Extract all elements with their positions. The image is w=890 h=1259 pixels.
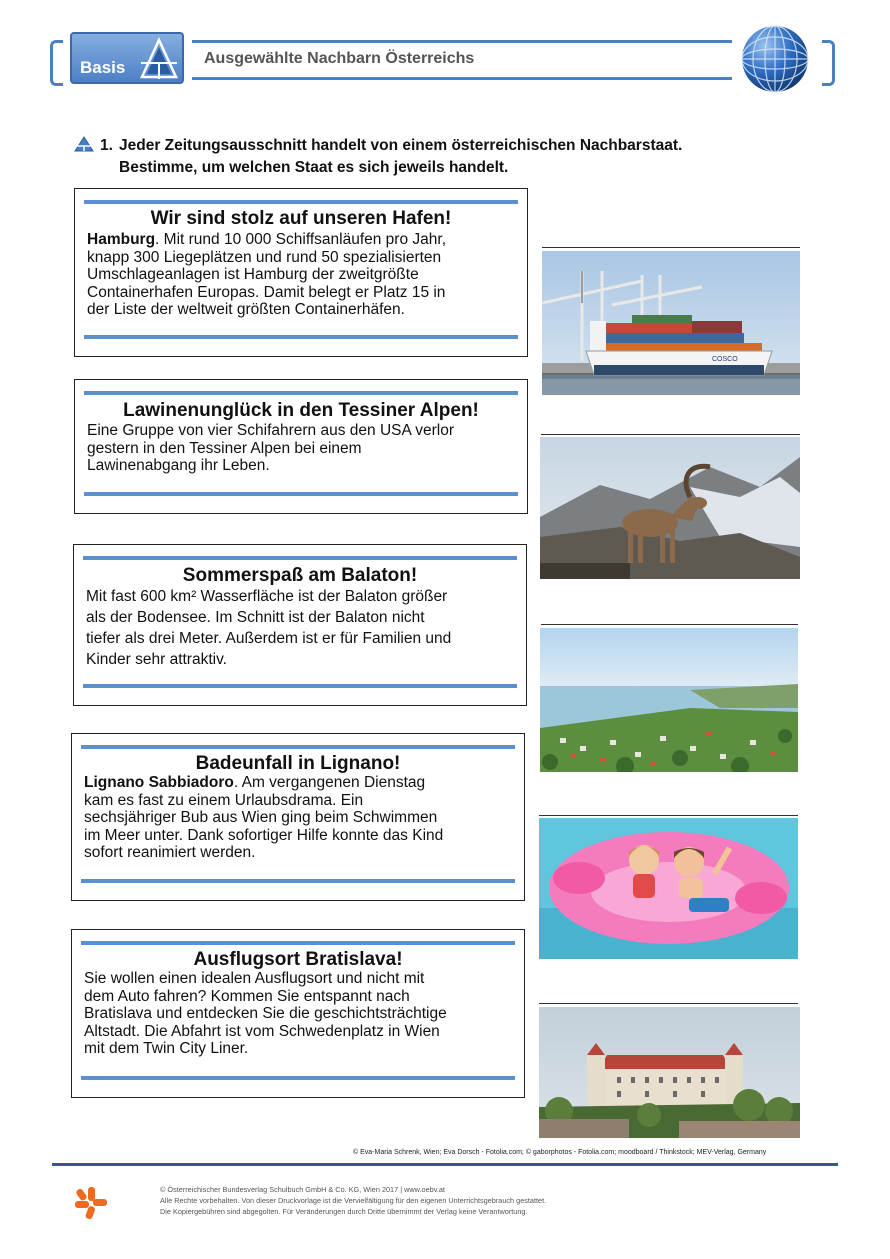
answer-line-5[interactable] bbox=[539, 1003, 798, 1004]
task-instruction-line-1: Jeder Zeitungsausschnitt handelt von einem österreichischen Nachbarstaat. bbox=[119, 137, 683, 154]
clipping-headline: Badeunfall in Lignano! bbox=[195, 753, 401, 774]
clipping-headline: Wir sind stolz auf unseren Hafen! bbox=[150, 208, 452, 229]
clipping-bar-bottom bbox=[81, 1076, 515, 1080]
clipping-bold-lead: Hamburg bbox=[87, 231, 156, 248]
clipping-body: Sie wollen einen idealen Ausflugsort und nicht mit dem Auto fahren? Kommen Sie entspannt nach Bratislava und entdecken Sie die geschichtsträchtige Altstadt. Die Abfahrt ist vom Schwedenplatz in Wien mit dem Twin City Liner. bbox=[84, 970, 447, 1057]
clipping-bar-bottom bbox=[81, 879, 515, 883]
header-bracket-right bbox=[822, 40, 835, 86]
photo-lake-balaton bbox=[540, 628, 798, 772]
footer-disclaimer: Die Kopiergebühren sind abgegolten. Für Veränderungen durch Dritte übernimmt der Verlag keine Verantwortung. bbox=[160, 1207, 528, 1216]
photo-kids-pool-float bbox=[539, 818, 798, 959]
clipping-headline: Lawinenunglück in den Tessiner Alpen! bbox=[123, 400, 479, 421]
basis-label: Basis bbox=[80, 58, 126, 77]
footer-rights: Alle Rechte vorbehalten. Von dieser Druckvorlage ist die Vervielfältigung für den eigenen Unterrichtsgebrauch gestattet. bbox=[160, 1196, 547, 1205]
clipping-bar-bottom bbox=[84, 492, 518, 496]
header-line-bottom bbox=[192, 77, 732, 80]
clipping-body: Mit fast 600 km² Wasserfläche ist der Balaton größer als der Bodensee. Im Schnitt ist der Balaton nicht tiefer als drei Meter. Außerdem ist er für Familien und Kinder sehr attraktiv. bbox=[86, 588, 452, 668]
clipping-balaton bbox=[73, 544, 527, 706]
task-number: 1. bbox=[100, 137, 113, 154]
clipping-bar-top bbox=[84, 391, 518, 395]
clipping-bar-top bbox=[81, 745, 515, 749]
globe-icon bbox=[740, 24, 810, 94]
header-line-top bbox=[192, 40, 732, 43]
answer-line-2[interactable] bbox=[541, 434, 800, 435]
page-title: Ausgewählte Nachbarn Österreichs bbox=[204, 50, 475, 67]
photo-container-ship bbox=[542, 251, 800, 395]
clipping-bratislava bbox=[71, 929, 525, 1098]
clipping-headline: Sommerspaß am Balaton! bbox=[182, 565, 418, 586]
header-bracket-left bbox=[50, 40, 63, 86]
clipping-bar-top bbox=[83, 556, 517, 560]
answer-line-3[interactable] bbox=[541, 624, 798, 625]
footer-line bbox=[52, 1163, 838, 1166]
footer-copyright: © Österreichischer Bundesverlag Schulbuch GmbH & Co. KG, Wien 2017 | www.oebv.at bbox=[160, 1185, 445, 1194]
clipping-lignano bbox=[71, 733, 525, 901]
task-instruction-line-2: Bestimme, um welchen Staat es sich jeweils handelt. bbox=[119, 159, 509, 176]
clipping-body: Lignano Sabbiadoro. Am vergangenen Dienstag kam es fast zu einem Urlaubsdrama. Ein sechsjähriger Bub aus Wien ging beim Schwimmen im Meer unter. Dank sofortiger Hilfe konnte das Kind sofort reanimiert werden. bbox=[84, 774, 444, 861]
clipping-body: Hamburg. Mit rund 10 000 Schiffsanläufen pro Jahr, knapp 300 Liegeplätzen und rund 50 spezialisierten Umschlageanlagen ist Hamburg der zweitgrößte Containerhafen Europas. Damit belegt er Platz 15 in der Liste der weltweit größten Containerhäfen. bbox=[87, 231, 446, 318]
svg-text:COSCO: COSCO bbox=[712, 356, 738, 363]
clipping-bold-lead: Lignano Sabbiadoro bbox=[84, 774, 234, 791]
image-credits: © Eva-Maria Schrenk, Wien; Eva Dorsch - Fotolia.com; © gaborphotos - Fotolia.com; moodboard / Thinkstock; MEV-Verlag, Germany bbox=[353, 1149, 767, 1156]
basis-badge bbox=[70, 32, 184, 84]
clipping-hamburg bbox=[74, 188, 528, 357]
clipping-bar-top bbox=[81, 941, 515, 945]
clipping-body: Eine Gruppe von vier Schifahrern aus den USA verlor gestern in den Tessiner Alpen bei einem Lawinenabgang ihr Leben. bbox=[87, 422, 455, 474]
answer-line-4[interactable] bbox=[539, 815, 798, 816]
clipping-bar-top bbox=[84, 200, 518, 204]
photo-bratislava-castle bbox=[539, 1007, 800, 1138]
triangle-logo-icon bbox=[138, 37, 180, 81]
answer-line-1[interactable] bbox=[542, 247, 800, 248]
clipping-bar-bottom bbox=[83, 684, 517, 688]
publisher-logo-icon bbox=[74, 1186, 108, 1220]
clipping-headline: Ausflugsort Bratislava! bbox=[193, 949, 403, 970]
photo-ibex-alps bbox=[540, 437, 800, 579]
clipping-tessin bbox=[74, 379, 528, 514]
basis-task-icon bbox=[74, 136, 94, 152]
clipping-bar-bottom bbox=[84, 335, 518, 339]
